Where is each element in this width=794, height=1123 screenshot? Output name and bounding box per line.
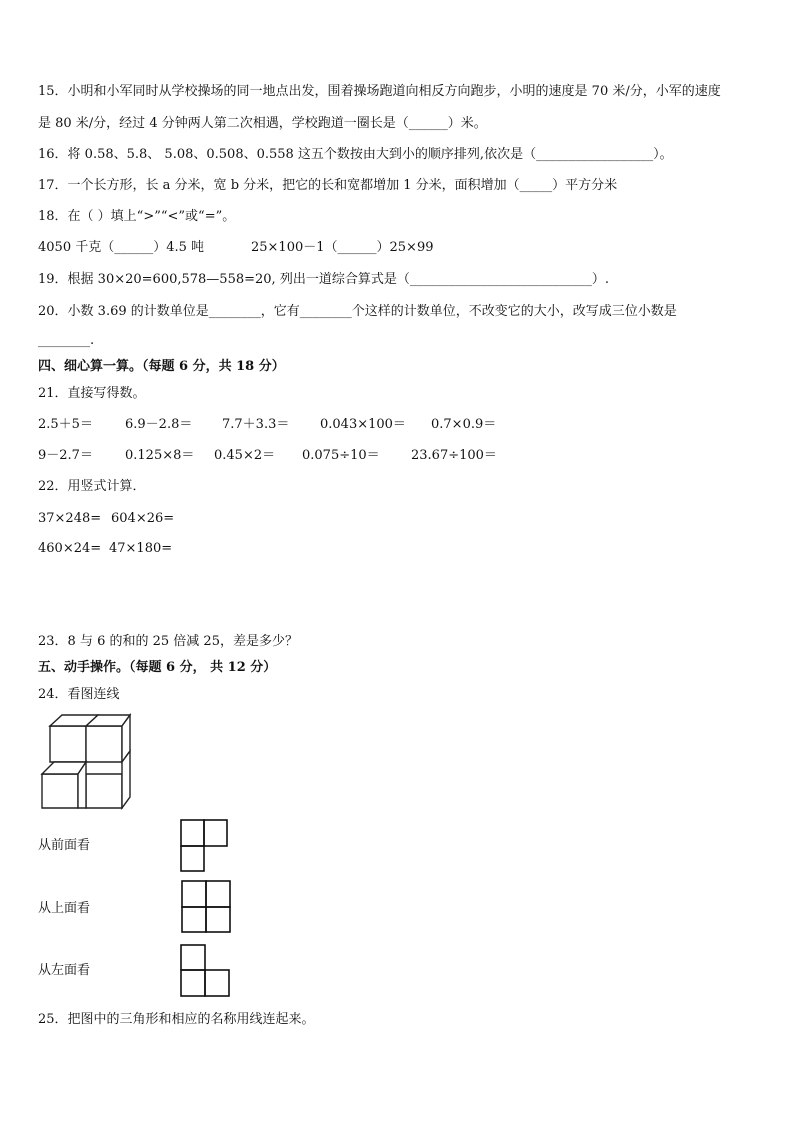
q20-line2: ________. xyxy=(38,333,95,348)
q21-item: 2.5＋5＝ xyxy=(38,417,93,432)
section4-heading: 四、细心算一算。（每题 6 分，共 18 分） xyxy=(38,359,285,374)
section5-heading: 五、动手操作。（每题 6 分， 共 12 分） xyxy=(38,660,277,675)
cube-stack-figure xyxy=(38,712,134,812)
q18-b: 25×100－1（______）25×99 xyxy=(251,240,434,255)
q18-title: 18．在（ ）填上“>”“<”或“=”。 xyxy=(38,209,236,224)
q15-line1: 15．小明和小军同时从学校操场的同一地点出发，围着操场跑道向相反方向跑步，小明的速度是 70 米/分，小军的速度 xyxy=(38,84,721,99)
q21-item: 0.075÷10＝ xyxy=(302,448,380,463)
q19: 19．根据 30×20=600,578—558=20, 列出一道综合算式是（____________________________）. xyxy=(38,272,609,287)
q21-item: 23.67÷100＝ xyxy=(411,448,497,463)
q15-line2: 是 80 米/分，经过 4 分钟两人第二次相遇，学校跑道一圈长是（______）米。 xyxy=(38,116,487,131)
q18-a: 4050 千克（______）4.5 吨 xyxy=(38,240,205,255)
q20-line1: 20．小数 3.69 的计数单位是________，它有________个这样的计数单位，不改变它的大小，改写成三位小数是 xyxy=(38,304,677,319)
q21-item: 9－2.7＝ xyxy=(38,448,93,463)
q21-item: 0.125×8＝ xyxy=(125,448,195,463)
view-label-left: 从左面看 xyxy=(38,963,91,978)
q23: 23．8 与 6 的和的 25 倍减 25，差是多少？ xyxy=(38,634,298,649)
q22-item: 460×24= xyxy=(38,541,102,556)
q21-item: 0.043×100＝ xyxy=(320,417,406,432)
q21-item: 0.7×0.9＝ xyxy=(431,417,497,432)
q22-item: 37×248= xyxy=(38,511,102,526)
top-view-grid xyxy=(180,879,232,935)
view-label-front: 从前面看 xyxy=(38,838,91,853)
q17: 17．一个长方形，长 a 分米，宽 b 分米，把它的长和宽都增加 1 分米，面积增加（_____）平方分米 xyxy=(38,178,618,193)
q22-item: 47×180= xyxy=(109,541,173,556)
q21-item: 6.9－2.8＝ xyxy=(125,417,193,432)
q21-item: 7.7＋3.3＝ xyxy=(222,417,290,432)
q21-item: 0.45×2＝ xyxy=(214,448,276,463)
view-label-top: 从上面看 xyxy=(38,901,91,916)
q25: 25．把图中的三角形和相应的名称用线连起来。 xyxy=(38,1012,315,1027)
left-view-grid xyxy=(179,943,231,999)
q22-title: 22．用竖式计算． xyxy=(38,479,146,494)
q21-title: 21．直接写得数。 xyxy=(38,386,146,401)
q22-item: 604×26= xyxy=(111,511,175,526)
q16: 16．将 0.58、5.8、 5.08、0.508、0.558 这五个数按由大到小的顺序排列,依次是（__________________）。 xyxy=(38,147,673,162)
front-view-grid xyxy=(179,818,231,874)
q24-title: 24．看图连线 xyxy=(38,687,120,702)
